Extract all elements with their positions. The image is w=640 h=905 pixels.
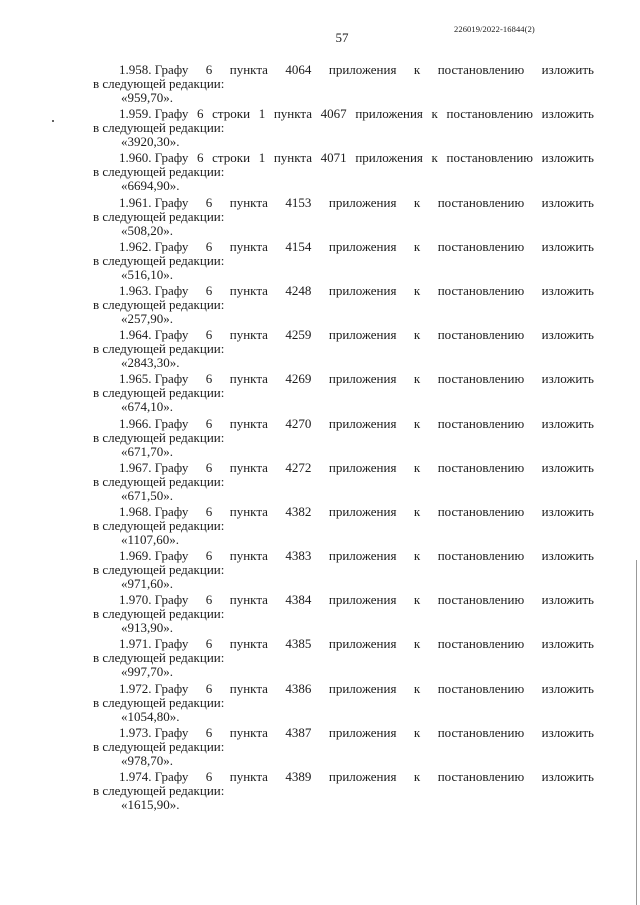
amendment-item [0, 548, 640, 592]
amendment-word: постановлению [437, 592, 525, 608]
amendment-value: «508,20». [121, 222, 173, 238]
amendment-item [0, 195, 640, 239]
amendment-continuation: в следующей редакции: [93, 208, 225, 224]
item-number-and-word: 1.973. Графу [119, 724, 189, 740]
amendment-word: приложения [328, 592, 397, 608]
item-number-and-word: 1.963. Графу [119, 282, 189, 298]
amendment-word: приложения [328, 238, 397, 254]
amendment-value: «257,90». [121, 310, 173, 326]
amendment-continuation: в следующей редакции: [93, 738, 225, 754]
amendment-word: к [413, 636, 421, 652]
amendment-word: 6 [205, 769, 213, 784]
amendment-value: «3920,30». [121, 134, 180, 150]
amendment-word: изложить [541, 327, 594, 343]
amendment-word: 4248 [285, 282, 312, 298]
amendment-word: пункта [229, 62, 268, 77]
item-number-and-word: 1.962. Графу [119, 238, 189, 254]
item-number-and-word: 1.958. Графу [119, 62, 189, 77]
amendment-word: 1 [258, 106, 266, 122]
amendment-word: пункта [229, 503, 268, 519]
amendment-word: постановлению [437, 680, 525, 696]
item-number-and-word: 1.971. Графу [119, 636, 189, 652]
amendment-word: изложить [541, 106, 594, 122]
amendment-word: пункта [229, 636, 268, 652]
amendment-word: 4269 [285, 371, 312, 387]
amendment-word: 6 [205, 62, 213, 77]
amendment-value: «2843,30». [121, 355, 180, 371]
amendment-word: постановлению [437, 371, 525, 387]
amendment-word: к [413, 459, 421, 475]
amendment-word: к [413, 282, 421, 298]
amendment-continuation: в следующей редакции: [93, 252, 225, 268]
amendment-word: пункта [229, 371, 268, 387]
amendment-word: к [413, 238, 421, 254]
amendment-word: изложить [541, 371, 594, 387]
item-number-and-word: 1.972. Графу [119, 680, 189, 696]
amendment-value: «1107,60». [121, 531, 180, 547]
amendment-word: строки [212, 150, 251, 166]
amendment-word: постановлению [437, 503, 525, 519]
amendment-value: «971,60». [121, 576, 173, 592]
page-number: 57 [335, 30, 349, 45]
amendment-word: пункта [229, 548, 268, 564]
amendment-word: к [413, 680, 421, 696]
item-number-and-word: 1.964. Графу [119, 327, 189, 343]
amendment-word: пункта [273, 106, 313, 122]
amendment-word: изложить [541, 680, 594, 696]
amendment-word: 4382 [285, 503, 312, 519]
amendment-continuation: в следующей редакции: [93, 76, 225, 91]
amendment-value: «1615,90». [121, 797, 180, 812]
amendment-item [0, 769, 640, 813]
amendment-word: изложить [541, 150, 594, 166]
amendment-continuation: в следующей редакции: [93, 473, 225, 489]
amendment-word: 4383 [285, 548, 312, 564]
amendment-word: 6 [205, 238, 213, 254]
amendment-word: приложения [328, 194, 397, 210]
amendment-word: 6 [205, 371, 213, 387]
amendment-word: приложения [328, 62, 397, 77]
amendment-word: к [413, 415, 421, 431]
amendment-word: пункта [229, 415, 268, 431]
amendment-item [0, 62, 640, 106]
amendment-word: приложения [328, 680, 397, 696]
amendment-item [0, 460, 640, 504]
amendment-word: приложения [328, 415, 397, 431]
amendment-word: постановлению [437, 327, 525, 343]
amendment-item [0, 327, 640, 371]
amendment-value: «959,70». [121, 90, 173, 105]
amendment-word: к [413, 769, 421, 784]
amendment-word: изложить [541, 724, 594, 740]
amendment-continuation: в следующей редакции: [93, 429, 225, 445]
amendment-word: приложения [328, 459, 397, 475]
amendment-word: 1 [258, 150, 266, 166]
amendment-word: 6 [196, 106, 204, 122]
amendment-value: «671,70». [121, 443, 173, 459]
amendment-word: пункта [229, 282, 268, 298]
amendment-word: к [413, 503, 421, 519]
amendment-word: изложить [541, 238, 594, 254]
amendment-word: изложить [541, 459, 594, 475]
amendment-word: 4153 [285, 194, 312, 210]
item-number-and-word: 1.969. Графу [119, 548, 189, 564]
item-number-and-word: 1.965. Графу [119, 371, 189, 387]
amendment-word: 6 [205, 724, 213, 740]
amendment-word: к [413, 327, 421, 343]
amendment-word: приложения [355, 150, 423, 166]
item-number-and-word: 1.974. Графу [119, 769, 189, 784]
amendment-word: 4387 [285, 724, 312, 740]
amendment-word: постановлению [437, 724, 525, 740]
item-number-and-word: 1.968. Графу [119, 503, 189, 519]
amendment-word: 4154 [285, 238, 312, 254]
amendment-word: 6 [196, 150, 204, 166]
item-number-and-word: 1.970. Графу [119, 592, 189, 608]
amendment-word: к [413, 62, 421, 77]
amendment-word: постановлению [437, 548, 525, 564]
amendment-word: строки [212, 106, 251, 122]
amendment-word: 4067 [320, 106, 347, 122]
amendment-continuation: в следующей редакции: [93, 783, 225, 798]
item-number-and-word: 1.960. Графу [119, 150, 189, 166]
amendment-word: постановлению [446, 150, 533, 166]
amendment-continuation: в следующей редакции: [93, 694, 225, 710]
amendment-continuation: в следующей редакции: [93, 517, 225, 533]
amendment-word: постановлению [437, 238, 525, 254]
amendment-value: «671,50». [121, 487, 173, 503]
amendment-word: изложить [541, 282, 594, 298]
amendment-word: пункта [229, 680, 268, 696]
amendment-word: пункта [229, 592, 268, 608]
amendment-continuation: в следующей редакции: [93, 341, 225, 357]
amendment-word: изложить [541, 592, 594, 608]
amendment-word: 6 [205, 680, 213, 696]
amendment-word: 4389 [285, 769, 312, 784]
amendment-word: постановлению [437, 62, 525, 77]
amendment-word: пункта [229, 724, 268, 740]
amendment-word: 4386 [285, 680, 312, 696]
amendment-value: «516,10». [121, 266, 173, 282]
amendment-continuation: в следующей редакции: [93, 296, 225, 312]
amendment-word: постановлению [437, 194, 525, 210]
amendment-word: постановлению [437, 282, 525, 298]
amendment-word: 4270 [285, 415, 312, 431]
amendment-word: 6 [205, 194, 213, 210]
amendment-item [0, 283, 640, 327]
amendment-item [0, 504, 640, 548]
amendment-item [0, 416, 640, 460]
amendment-word: 6 [205, 459, 213, 475]
amendment-word: приложения [328, 769, 397, 784]
amendment-list [0, 62, 640, 813]
amendment-word: 6 [205, 548, 213, 564]
amendment-word: приложения [328, 282, 397, 298]
amendment-continuation: в следующей редакции: [93, 120, 225, 136]
amendment-word: 4385 [285, 636, 312, 652]
amendment-word: пункта [229, 327, 268, 343]
amendment-value: «997,70». [121, 664, 173, 680]
amendment-item [0, 636, 640, 680]
amendment-word: 4384 [285, 592, 312, 608]
amendment-item [0, 371, 640, 415]
amendment-word: приложения [328, 371, 397, 387]
amendment-word: 6 [205, 636, 213, 652]
amendment-word: изложить [541, 415, 594, 431]
amendment-word: постановлению [437, 769, 525, 784]
amendment-word: 6 [205, 415, 213, 431]
amendment-word: пункта [273, 150, 313, 166]
amendment-item [0, 239, 640, 283]
amendment-word: постановлению [437, 415, 525, 431]
amendment-value: «1054,80». [121, 708, 180, 724]
amendment-continuation: в следующей редакции: [93, 606, 225, 622]
amendment-word: к [413, 371, 421, 387]
amendment-word: пункта [229, 459, 268, 475]
amendment-word: постановлению [437, 636, 525, 652]
amendment-word: изложить [541, 769, 594, 784]
amendment-word: изложить [541, 548, 594, 564]
amendment-word: к [431, 150, 438, 166]
amendment-word: 4064 [285, 62, 312, 77]
amendment-word: изложить [541, 636, 594, 652]
amendment-word: приложения [328, 548, 397, 564]
amendment-word: приложения [328, 724, 397, 740]
amendment-word: изложить [541, 62, 594, 77]
amendment-word: приложения [328, 503, 397, 519]
amendment-item [0, 150, 640, 194]
amendment-word: 4272 [285, 459, 312, 475]
amendment-word: изложить [541, 503, 594, 519]
amendment-word: постановлению [437, 459, 525, 475]
item-number-and-word: 1.966. Графу [119, 415, 189, 431]
amendment-word: пункта [229, 238, 268, 254]
amendment-item [0, 106, 640, 150]
amendment-value: «913,90». [121, 620, 173, 636]
amendment-word: 6 [205, 503, 213, 519]
amendment-word: к [413, 724, 421, 740]
amendment-continuation: в следующей редакции: [93, 650, 225, 666]
amendment-word: 6 [205, 327, 213, 343]
amendment-word: пункта [229, 194, 268, 210]
amendment-item [0, 681, 640, 725]
amendment-word: к [413, 592, 421, 608]
amendment-continuation: в следующей редакции: [93, 562, 225, 578]
amendment-item [0, 725, 640, 769]
amendment-word: приложения [328, 327, 397, 343]
amendment-value: «6694,90». [121, 178, 180, 194]
amendment-word: 6 [205, 592, 213, 608]
amendment-continuation: в следующей редакции: [93, 164, 225, 180]
amendment-word: к [413, 194, 421, 210]
amendment-word: постановлению [446, 106, 533, 122]
amendment-word: приложения [328, 636, 397, 652]
amendment-word: 4071 [320, 150, 347, 166]
amendment-word: к [413, 548, 421, 564]
item-number-and-word: 1.961. Графу [119, 194, 189, 210]
amendment-word: 6 [205, 282, 213, 298]
item-number-and-word: 1.959. Графу [119, 106, 189, 122]
amendment-word: к [431, 106, 438, 122]
amendment-value: «978,70». [121, 752, 173, 768]
document-id: 226019/2022-16844(2) [454, 24, 535, 34]
amendment-word: приложения [355, 106, 423, 122]
item-number-and-word: 1.967. Графу [119, 459, 189, 475]
amendment-continuation: в следующей редакции: [93, 385, 225, 401]
amendment-value: «674,10». [121, 399, 173, 415]
amendment-word: пункта [229, 769, 268, 784]
amendment-item [0, 592, 640, 636]
amendment-word: изложить [541, 194, 594, 210]
amendment-word: 4259 [285, 327, 312, 343]
